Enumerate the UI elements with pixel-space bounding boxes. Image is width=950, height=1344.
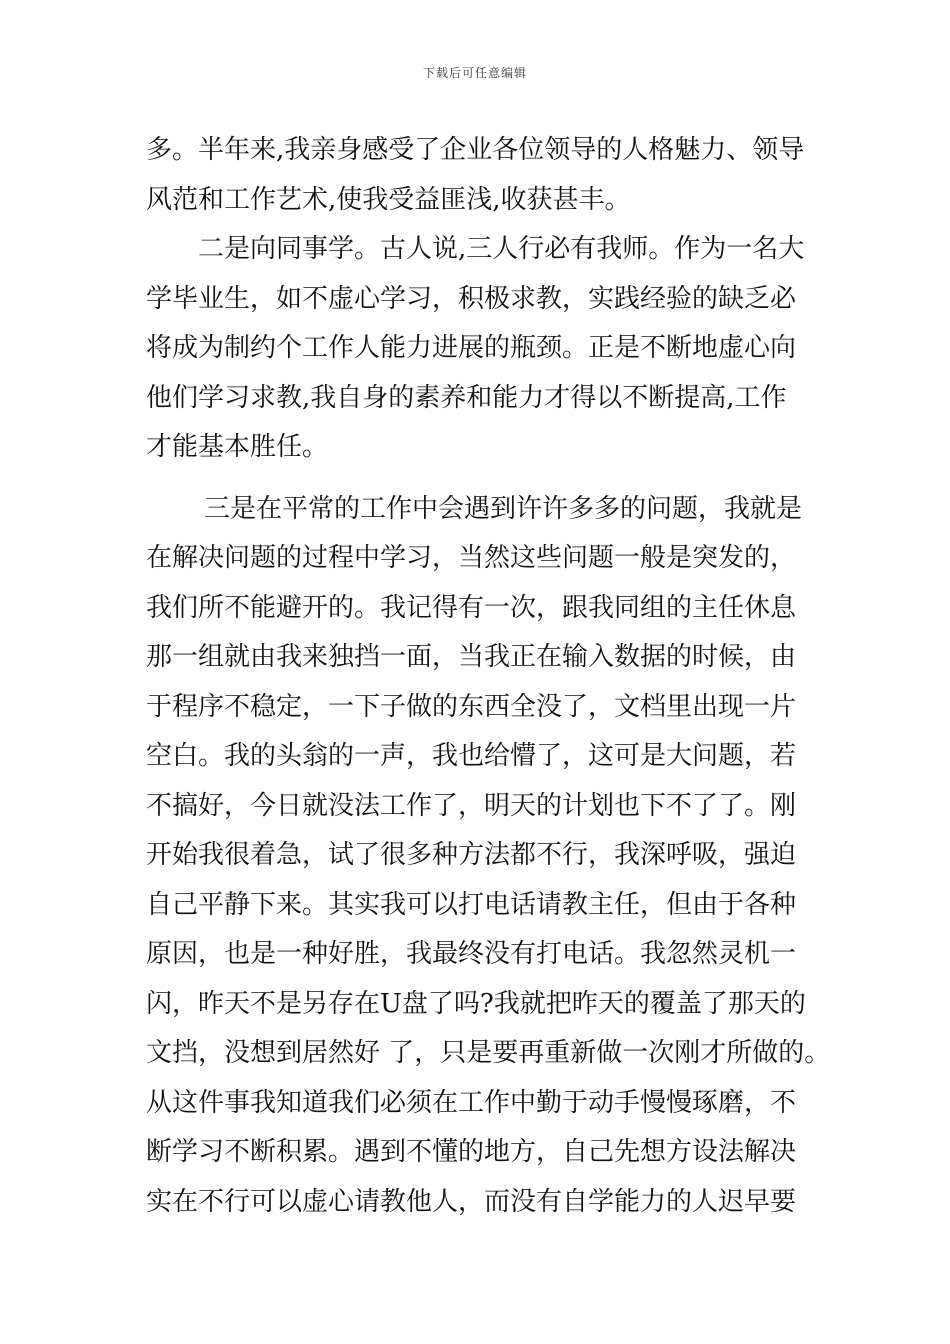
text-line: 于程序不稳定，一下子做的东西全没了，文档里出现一片 (146, 691, 797, 722)
text-line: 空白。我的头翁的一声，我也给懵了，这可是大问题，若 (146, 741, 797, 771)
text-line: 二是向同事学。古人说,三人行必有我师。作为一名大 (198, 234, 805, 264)
text-line: 将成为制约个工作人能力进展的瓶颈。正是不断地虚心向 (146, 333, 797, 363)
paragraph-gap (146, 473, 826, 485)
text-line: 三是在平常的工作中会遇到许许多多的问题，我就是 (204, 493, 803, 524)
text-line: 在解决问题的过程中学习，当然这些问题一般是突发的， (146, 543, 797, 573)
text-line: 不搞好，今日就没法工作了，明天的计划也下不了了。刚 (146, 790, 797, 821)
text-line: 文挡，没想到居然好 了，只是要再重新做一次刚才所做的。 (146, 1038, 831, 1068)
text-line: 断学习不断积累。遇到不懂的地方，自己先想方设法解决 (146, 1137, 797, 1167)
text-line: 多。半年来,我亲身感受了企业各位领导的人格魅力、领导 (146, 135, 805, 165)
text-line: 闪，昨天不是另存在U盘了吗?我就把昨天的覆盖了那天的 (146, 988, 806, 1019)
text-line: 从这件事我知道我们必须在工作中勤于动手慢慢琢磨，不 (146, 1087, 797, 1118)
document-body (146, 126, 831, 1227)
text-line: 开始我很着急，试了很多种方法都不行，我深呼吸，强迫 (146, 840, 797, 870)
text-line: 才能基本胜任。 (146, 432, 329, 462)
text-line: 我们所不能避开的。我记得有一次，跟我同组的主任休息 (146, 592, 797, 623)
text-line: 实在不行可以虚心请教他人，而没有自学能力的人迟早要 (146, 1186, 797, 1217)
text-line: 自己平静下来。其实我可以打电话请教主任，但由于各种 (146, 889, 797, 920)
text-line: 他们学习求教,我自身的素养和能力才得以不断提高,工作 (146, 382, 787, 413)
text-line: 那一组就由我来独挡一面，当我正在输入数据的时候，由 (146, 642, 797, 672)
page-header: 下载后可任意编辑 (422, 66, 527, 80)
text-line: 学毕业生，如不虚心学习，积极求教，实践经验的缺乏必 (146, 283, 797, 314)
text-line: 原因，也是一种好胜，我最终没有打电话。我忽然灵机一 (146, 939, 797, 969)
text-line: 风范和工作艺术,使我受益匪浅,收获甚丰。 (146, 184, 631, 215)
